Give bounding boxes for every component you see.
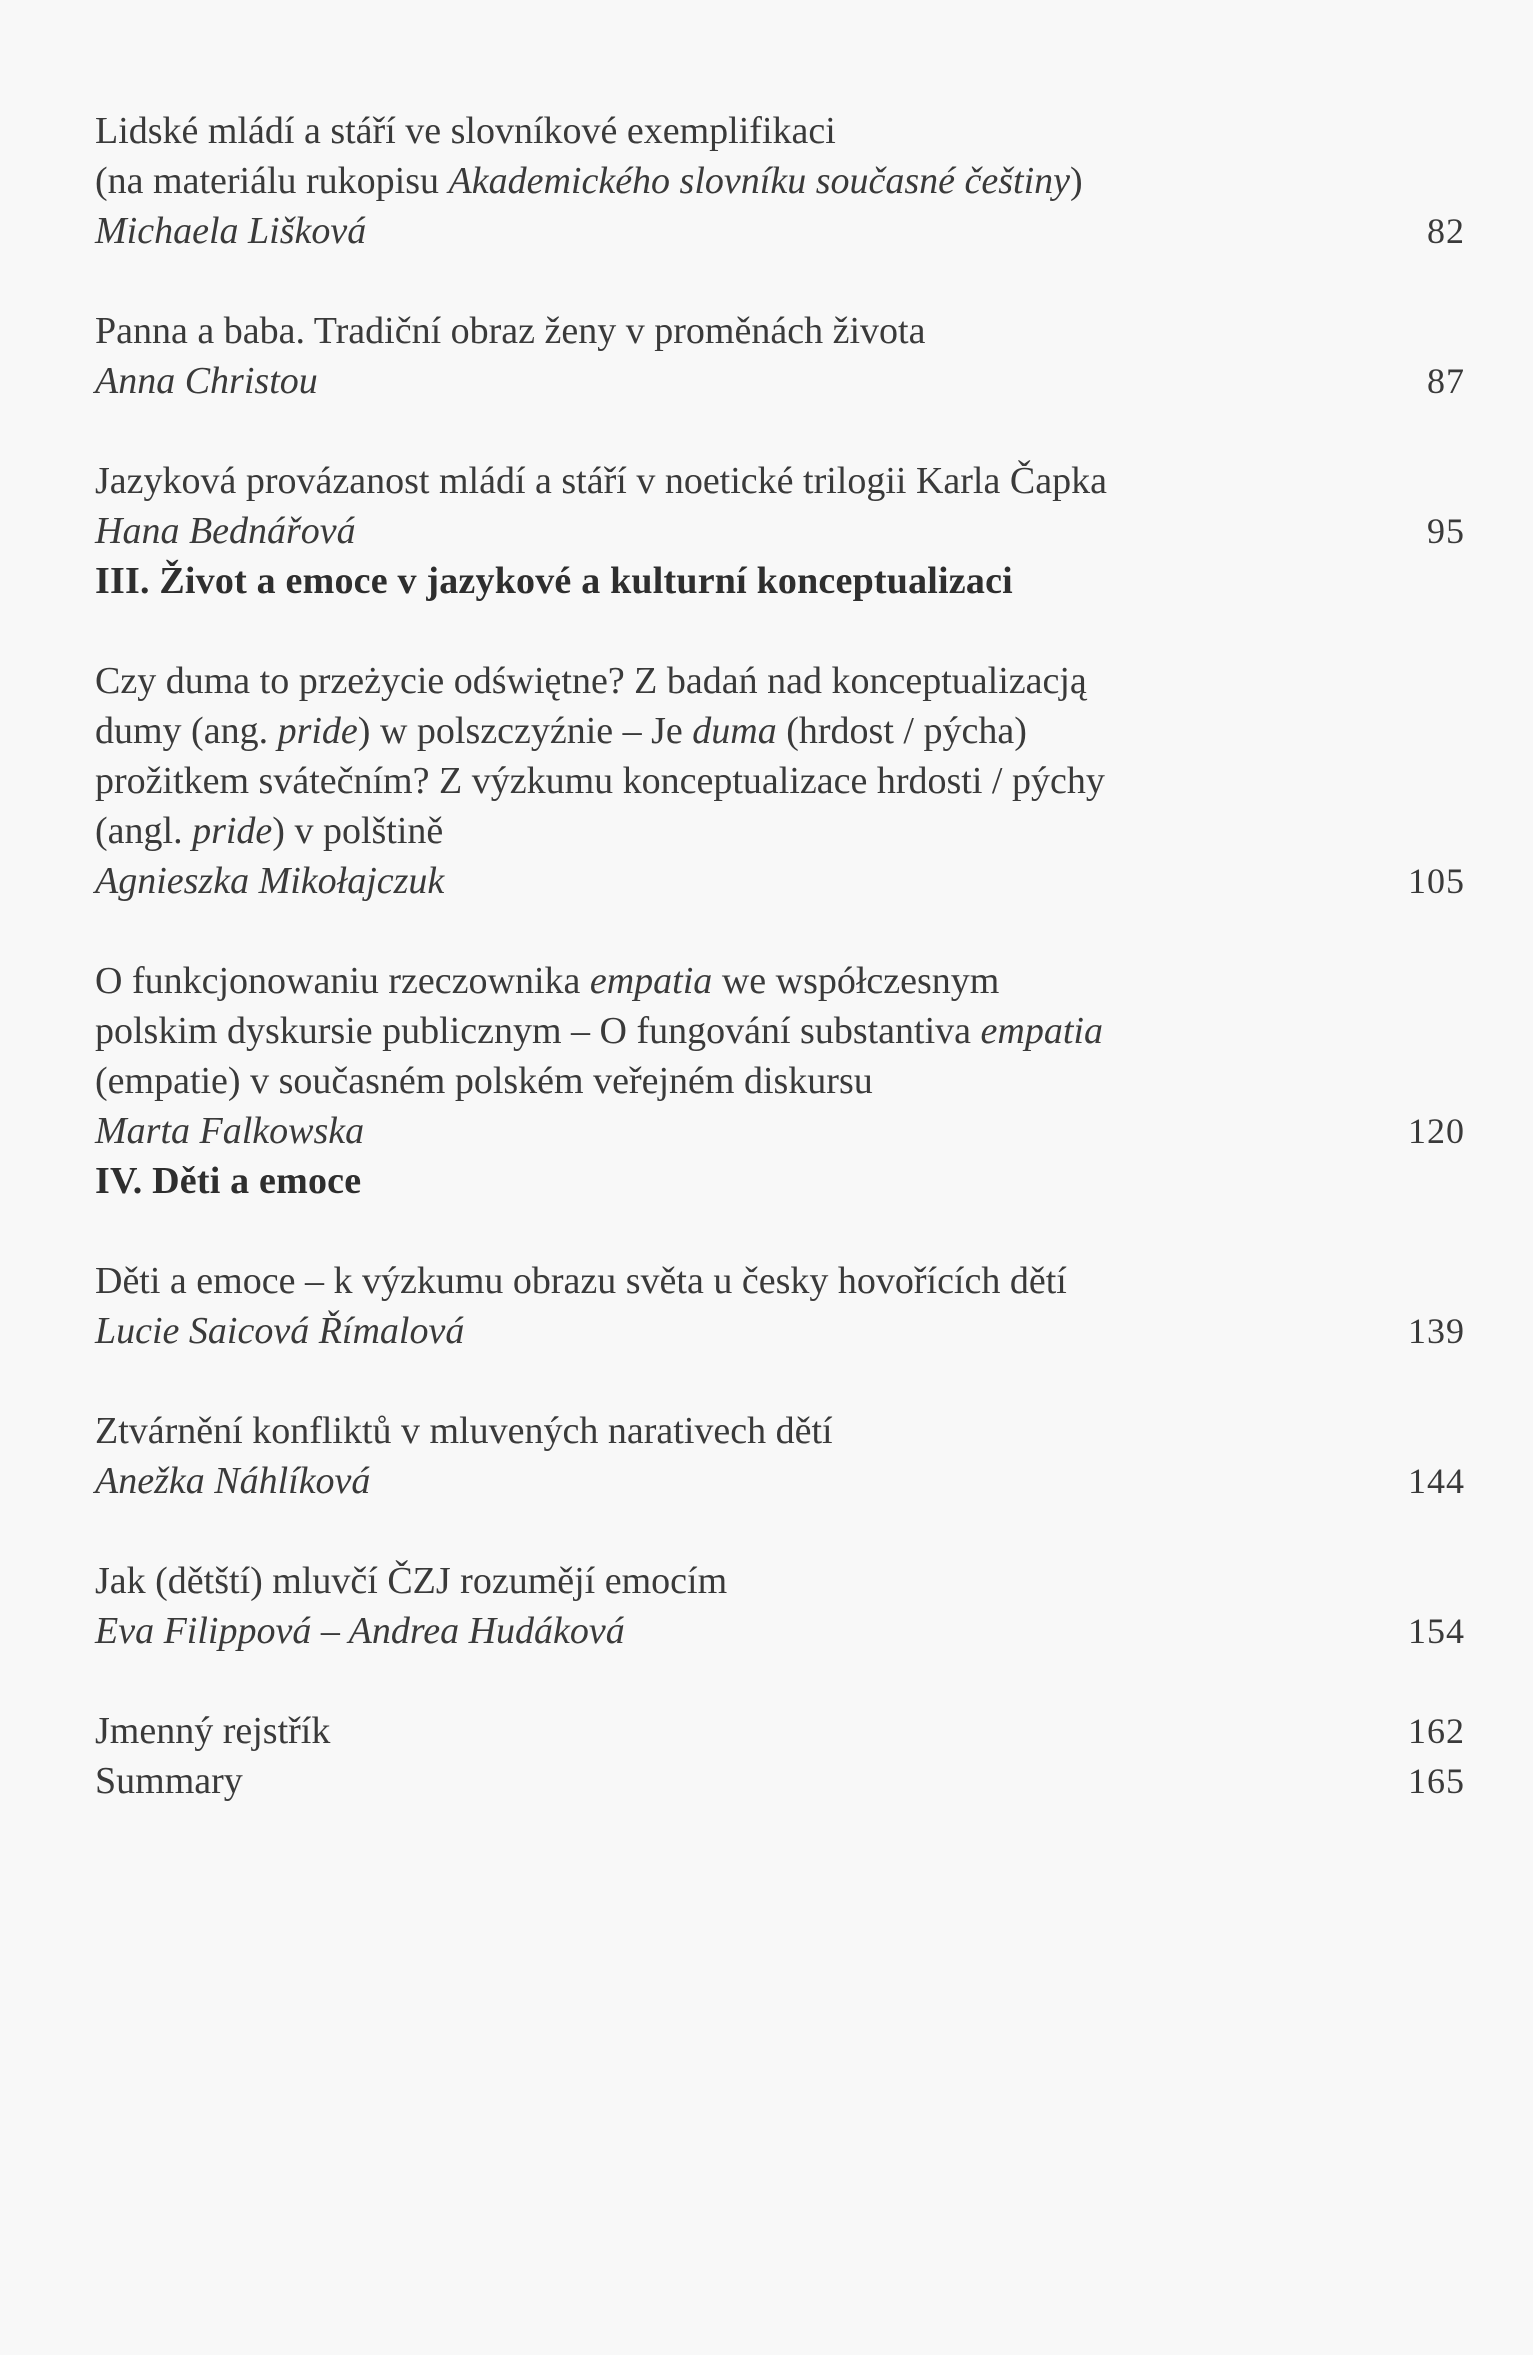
entry-page-number: 120 (1408, 1111, 1465, 1151)
entry-last-row (95, 1606, 1465, 1656)
entry-title-line (95, 706, 1465, 756)
title-segment-italic: pride (277, 710, 358, 752)
toc-entry (95, 306, 1465, 406)
entry-author: Anna Christou (95, 360, 318, 402)
entry-title-line (95, 756, 1465, 806)
entry-page-number: 139 (1408, 1311, 1465, 1351)
toc-entry (95, 1706, 1465, 1756)
entry-title-line (95, 806, 1465, 856)
entry-page-number: 87 (1427, 361, 1465, 401)
entry-title-line (95, 1056, 1465, 1106)
section-heading: III. Život a emoce v jazykové a kulturní konceptualizaci (95, 560, 1013, 602)
title-segment: (na materiálu rukopisu (95, 160, 449, 202)
entry-author: Agnieszka Mikołajczuk (95, 860, 445, 902)
toc-entry (95, 656, 1465, 906)
toc-entry (95, 106, 1465, 256)
toc-entry (95, 1256, 1465, 1356)
title-segment-italic: empatia (589, 960, 713, 1002)
title-segment: (angl. (95, 810, 193, 852)
title-segment: O funkcjonowaniu rzeczownika (95, 960, 590, 1002)
table-of-contents (95, 106, 1465, 1806)
entry-page-number: 162 (1408, 1711, 1465, 1751)
entry-last-row (95, 506, 1465, 556)
entry-author: Anežka Náhlíková (95, 1460, 371, 1502)
entry-title-line (95, 956, 1465, 1006)
title-segment: polskim dyskursie publicznym – O fungování substantiva (95, 1010, 981, 1052)
entry-last-row (95, 1456, 1465, 1506)
title-segment: ) v polštině (272, 810, 444, 852)
title-segment: Ztvárnění konfliktů v mluvených narativech dětí (95, 1410, 833, 1452)
entry-last-row (95, 206, 1465, 256)
title-segment: Panna a baba. Tradiční obraz ženy v proměnách života (95, 310, 926, 352)
title-segment-italic: pride (192, 810, 273, 852)
title-segment: Děti a emoce – k výzkumu obrazu světa u česky hovořících dětí (95, 1260, 1067, 1302)
entry-title-line (95, 1256, 1465, 1306)
entry-page-number: 144 (1408, 1461, 1465, 1501)
entry-last-row (95, 1306, 1465, 1356)
title-segment: (empatie) v současném polském veřejném diskursu (95, 1060, 873, 1102)
toc-entry (95, 456, 1465, 556)
toc-entry (95, 1556, 1465, 1656)
entry-page-number: 154 (1408, 1611, 1465, 1651)
entry-last-row (95, 1106, 1465, 1156)
entry-last-row (95, 1756, 1465, 1806)
title-segment: Czy duma to przeżycie odświętne? Z badań nad konceptualizacją (95, 660, 1087, 702)
section-heading: IV. Děti a emoce (95, 1160, 362, 1202)
title-segment: prožitkem svátečním? Z výzkumu konceptualizace hrdosti / pýchy (95, 760, 1105, 802)
entry-author: Michaela Lišková (95, 210, 367, 252)
title-segment: Jazyková provázanost mládí a stáří v noetické trilogii Karla Čapka (95, 460, 1107, 502)
entry-title-line (95, 656, 1465, 706)
toc-entry (95, 1406, 1465, 1506)
title-segment: Lidské mládí a stáří ve slovníkové exemplifikaci (95, 110, 836, 152)
entry-last-row (95, 856, 1465, 906)
title-segment: ) (1070, 160, 1083, 202)
title-segment: (hrdost / pýcha) (776, 710, 1027, 752)
entry-author: Hana Bednářová (95, 510, 356, 552)
entry-title-line (95, 1556, 1465, 1606)
entry-page-number: 105 (1408, 861, 1465, 901)
entry-title-line (95, 306, 1465, 356)
toc-entry (95, 1756, 1465, 1806)
entry-author: Lucie Saicová Římalová (95, 1310, 465, 1352)
entry-page-number: 165 (1408, 1761, 1465, 1801)
entry-title-line (95, 456, 1465, 506)
entry-page-number: 82 (1427, 211, 1465, 251)
entry-author: Marta Falkowska (95, 1110, 365, 1152)
title-segment: we współczesnym (712, 960, 1000, 1002)
title-segment-italic: empatia (980, 1010, 1103, 1052)
toc-entry (95, 956, 1465, 1156)
entry-title-line (95, 1006, 1465, 1056)
entry-author: Eva Filippová – Andrea Hudáková (95, 1610, 625, 1652)
title-segment: Jak (dětští) mluvčí ČZJ rozumějí emocím (95, 1560, 728, 1602)
title-segment-italic: duma (692, 710, 777, 752)
entry-title-line (95, 106, 1465, 156)
entry-title-line (95, 156, 1465, 206)
entry-last-row (95, 356, 1465, 406)
title-segment-italic: Akademického slovníku současné češtiny (448, 160, 1071, 202)
title-segment: ) w polszczyźnie – Je (357, 710, 693, 752)
entry-page-number: 95 (1427, 511, 1465, 551)
entry-title-line (95, 1406, 1465, 1456)
entry-label: Summary (95, 1760, 243, 1802)
entry-label: Jmenný rejstřík (95, 1710, 331, 1752)
entry-last-row (95, 1706, 1465, 1756)
title-segment: dumy (ang. (95, 710, 278, 752)
